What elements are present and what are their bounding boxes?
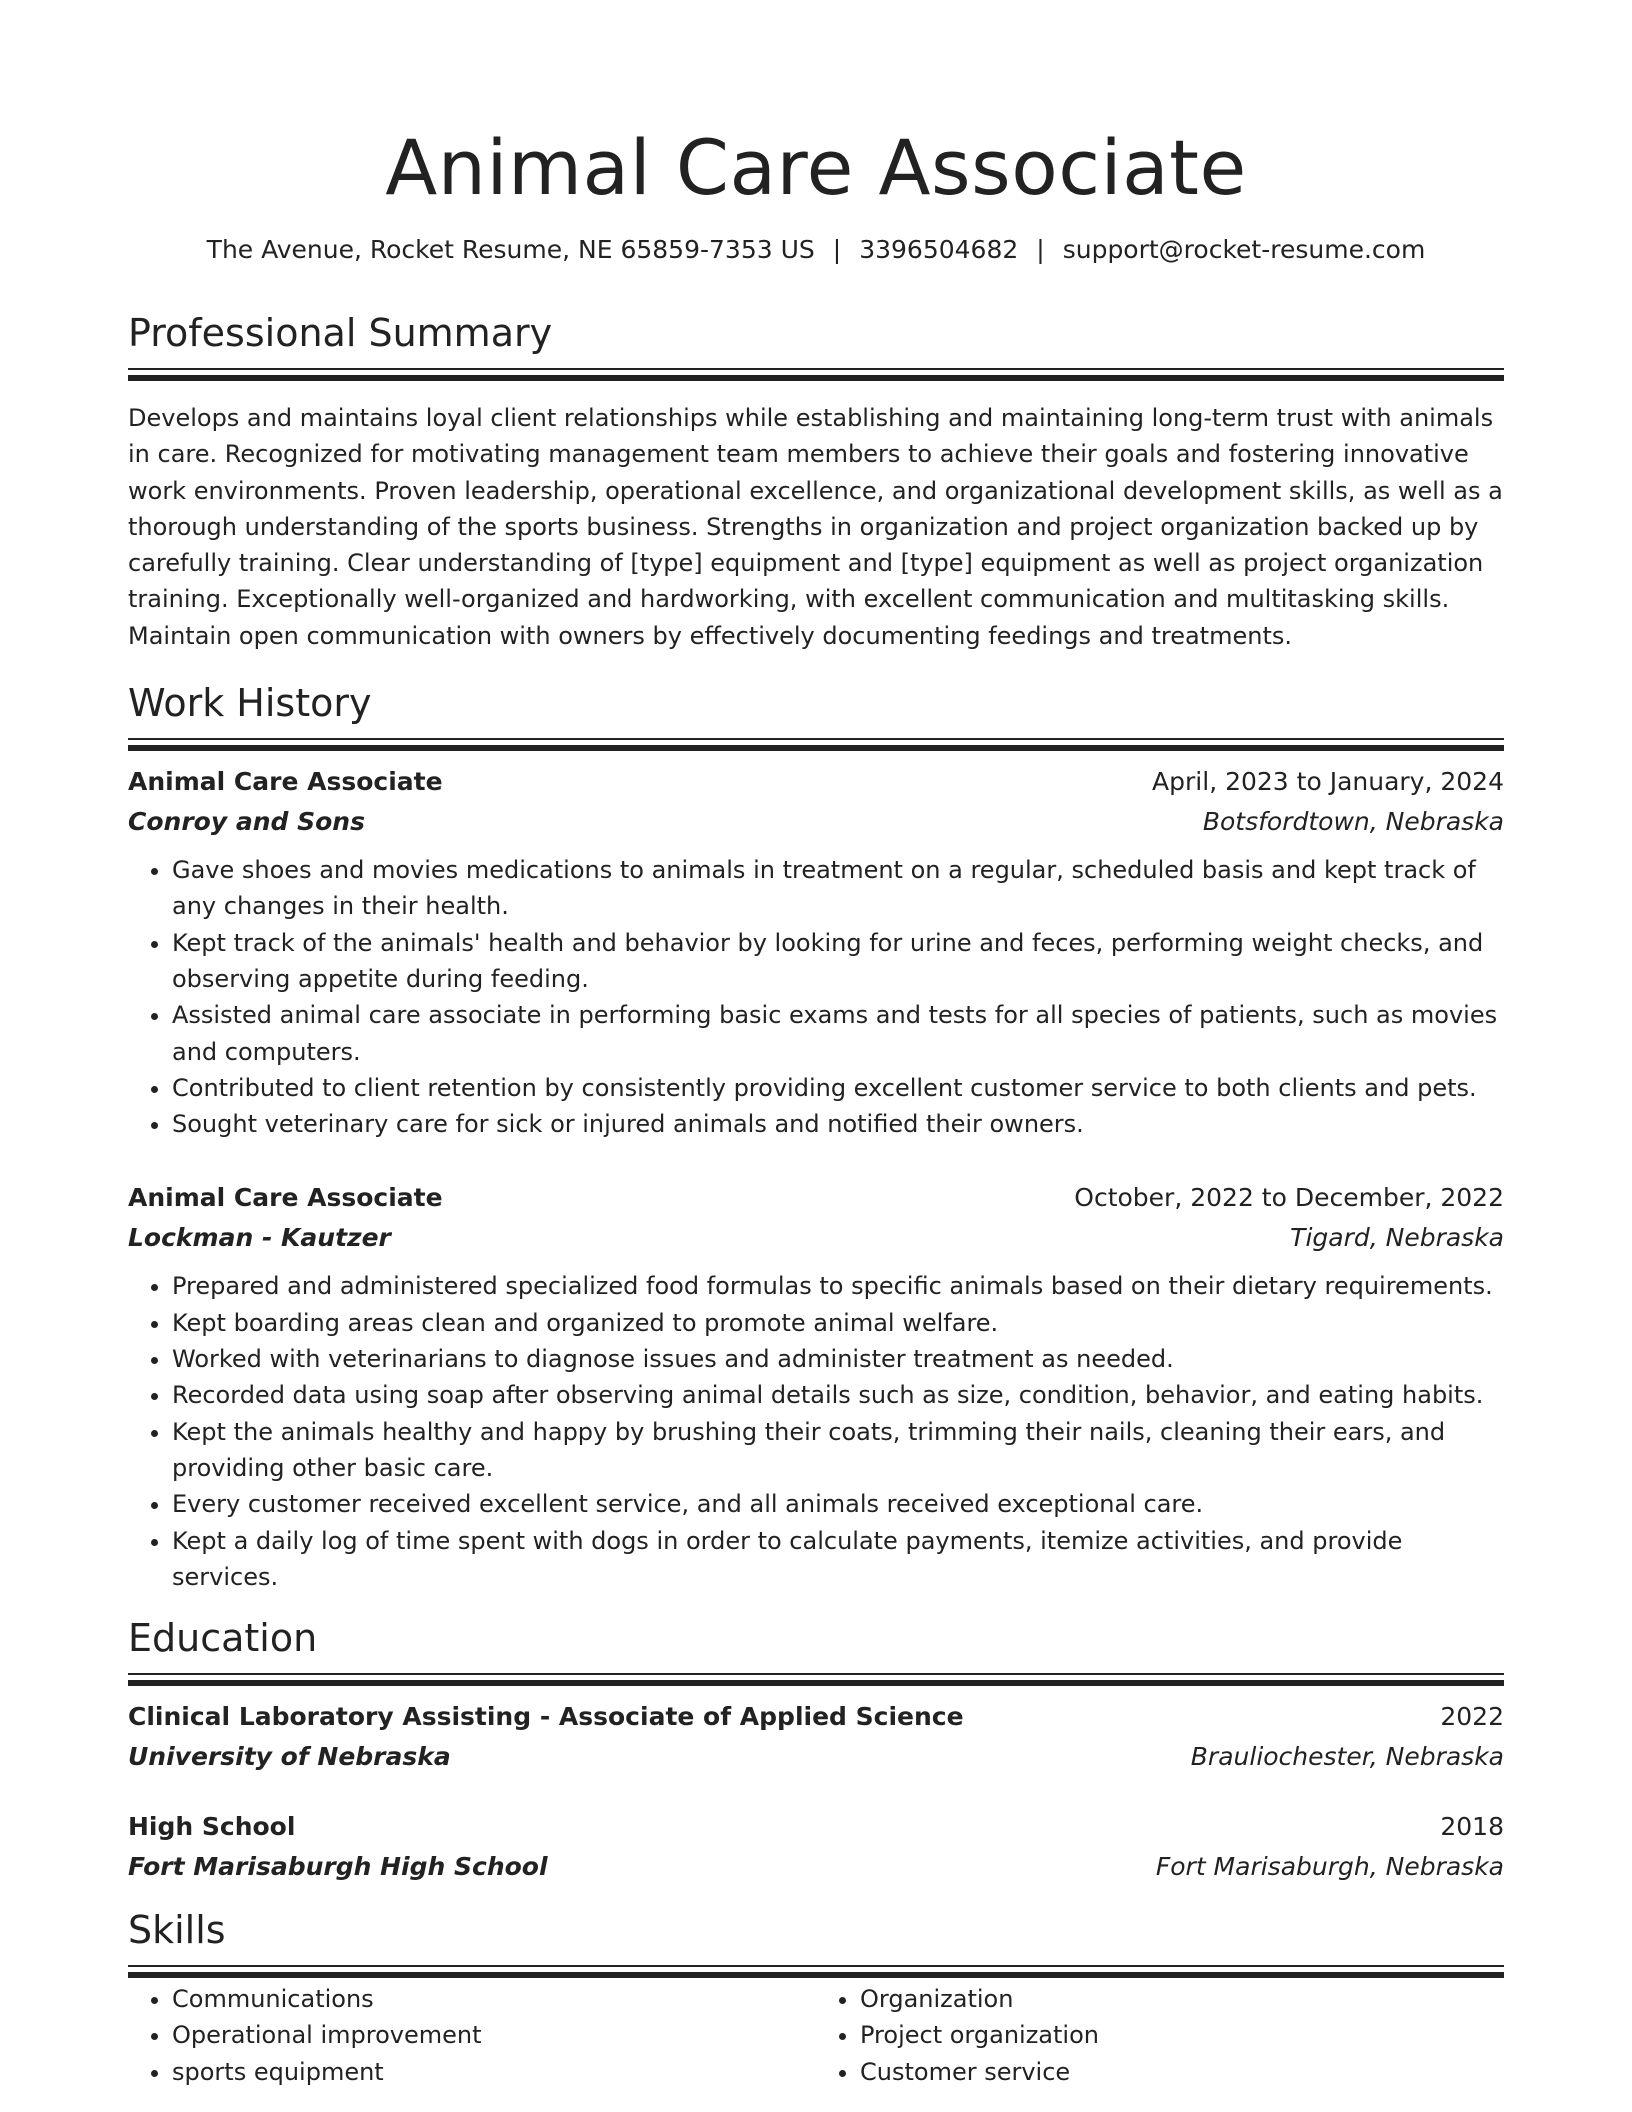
education-entry <box>128 1697 1504 1777</box>
job-duty-item: • Kept track of the animals' health and behavior by looking for urine and feces, performing weight checks, and observing appetite during feeding. <box>172 925 1504 998</box>
job-dates: April, 2023 to January, 2024 <box>1152 767 1504 797</box>
job-duty-item: • Assisted animal care associate in performing basic exams and tests for all species of patients, such as movies and computers. <box>172 997 1504 1070</box>
education-entry <box>128 1807 1504 1887</box>
job-duty-item: • Gave shoes and movies medications to animals in treatment on a regular, scheduled basis and kept track of any changes in their health. <box>172 852 1504 925</box>
job-duties-list <box>128 852 1504 1142</box>
education-header-row <box>128 1697 1504 1737</box>
job-duties-list <box>128 1268 1504 1595</box>
skills-list <box>128 1981 816 2090</box>
education-year: 2018 <box>1440 1812 1504 1842</box>
job-duty-item: • Every customer received excellent service, and all animals received exceptional care. <box>172 1486 1504 1522</box>
contact-email: support@rocket-resume.com <box>1062 235 1426 264</box>
skill-item: • sports equipment <box>172 2054 816 2090</box>
job-duty-item: • Recorded data using soap after observing animal details such as size, condition, behavior, and eating habits. <box>172 1377 1504 1413</box>
section-title-skills: Skills <box>128 1908 226 1953</box>
education-school: Fort Marisaburgh High School <box>128 1852 548 1882</box>
job-duty-item: • Kept the animals healthy and happy by brushing their coats, trimming their nails, cleaning their ears, and providing other basic care. <box>172 1414 1504 1487</box>
skills-section <box>128 1907 1504 2090</box>
job-entry <box>128 1178 1504 1595</box>
section-divider <box>128 1965 1504 1967</box>
education-degree: Clinical Laboratory Assisting - Associate of Applied Science <box>128 1702 964 1732</box>
section-divider <box>128 1673 1504 1675</box>
job-duty-item: • Contributed to client retention by consistently providing excellent customer service to both clients and pets. <box>172 1070 1504 1106</box>
job-duty-item: • Prepared and administered specialized food formulas to specific animals based on their dietary requirements. <box>172 1268 1504 1304</box>
job-header-row <box>128 762 1504 802</box>
job-entry <box>128 762 1504 1142</box>
education-location: Brauliochester, Nebraska <box>1190 1742 1504 1772</box>
education-school-row <box>128 1737 1504 1777</box>
job-company-row <box>128 1218 1504 1258</box>
section-divider <box>128 368 1504 370</box>
skill-item: • Customer service <box>860 2054 1504 2090</box>
skills-column-left <box>128 1981 816 2090</box>
section-title-work-history: Work History <box>128 681 372 726</box>
summary-text: Develops and maintains loyal client relationships while establishing and maintaining long-term trust with animals in care. Recognized for motivating management team members to achieve their goals and fostering innovative work environments. Proven leadership, operational excellence, and organizational development skills, as well as a thorough understanding of the sports business. Strengths in organization and project organization backed up by carefully training. Clear understanding of [type] equipment and [type] equipment as well as project organization training. Exceptionally well-organized and hardworking, with excellent communication and multitasking skills. Maintain open communication with owners by effectively documenting feedings and treatments. <box>128 404 1503 650</box>
skill-item: • Communications <box>172 1981 816 2017</box>
education-degree: High School <box>128 1812 296 1842</box>
job-company-row <box>128 802 1504 842</box>
contact-line <box>128 234 1504 266</box>
job-location: Botsfordtown, Nebraska <box>1202 807 1504 837</box>
skills-grid <box>128 1981 1504 2090</box>
job-duty-item: • Sought veterinary care for sick or injured animals and notified their owners. <box>172 1106 1504 1142</box>
education-year: 2022 <box>1440 1702 1504 1732</box>
education-header-row <box>128 1807 1504 1847</box>
skills-list <box>816 1981 1504 2090</box>
education-location: Fort Marisaburgh, Nebraska <box>1155 1852 1504 1882</box>
section-title-summary: Professional Summary <box>128 311 553 355</box>
contact-separator: | <box>832 235 842 264</box>
skill-item: • Project organization <box>860 2017 1504 2053</box>
job-dates: October, 2022 to December, 2022 <box>1074 1183 1504 1213</box>
job-header-row <box>128 1178 1504 1218</box>
contact-phone: 3396504682 <box>859 235 1019 264</box>
job-company: Lockman - Kautzer <box>128 1223 391 1253</box>
job-position: Animal Care Associate <box>128 1183 443 1213</box>
section-divider <box>128 738 1504 740</box>
skill-item: • Operational improvement <box>172 2017 816 2053</box>
education-school-row <box>128 1847 1504 1887</box>
skills-column-right <box>816 1981 1504 2090</box>
education-school: University of Nebraska <box>128 1742 451 1772</box>
job-location: Tigard, Nebraska <box>1290 1223 1504 1253</box>
resume-name: Animal Care Associate <box>385 123 1247 212</box>
job-duty-item: • Worked with veterinarians to diagnose issues and administer treatment as needed. <box>172 1341 1504 1377</box>
job-position: Animal Care Associate <box>128 767 443 797</box>
job-company: Conroy and Sons <box>128 807 365 837</box>
contact-separator: | <box>1036 235 1045 264</box>
job-duty-item: • Kept a daily log of time spent with dogs in order to calculate payments, itemize activities, and provide services. <box>172 1523 1504 1596</box>
education-section <box>128 1615 1504 1887</box>
job-duty-item: • Kept boarding areas clean and organized to promote animal welfare. <box>172 1305 1504 1341</box>
work-history-section <box>128 680 1504 1595</box>
contact-address: The Avenue, Rocket Resume, NE 65859-7353 US <box>206 235 815 264</box>
summary-section <box>128 310 1504 654</box>
skill-item: • Organization <box>860 1981 1504 2017</box>
section-title-education: Education <box>128 1616 318 1661</box>
